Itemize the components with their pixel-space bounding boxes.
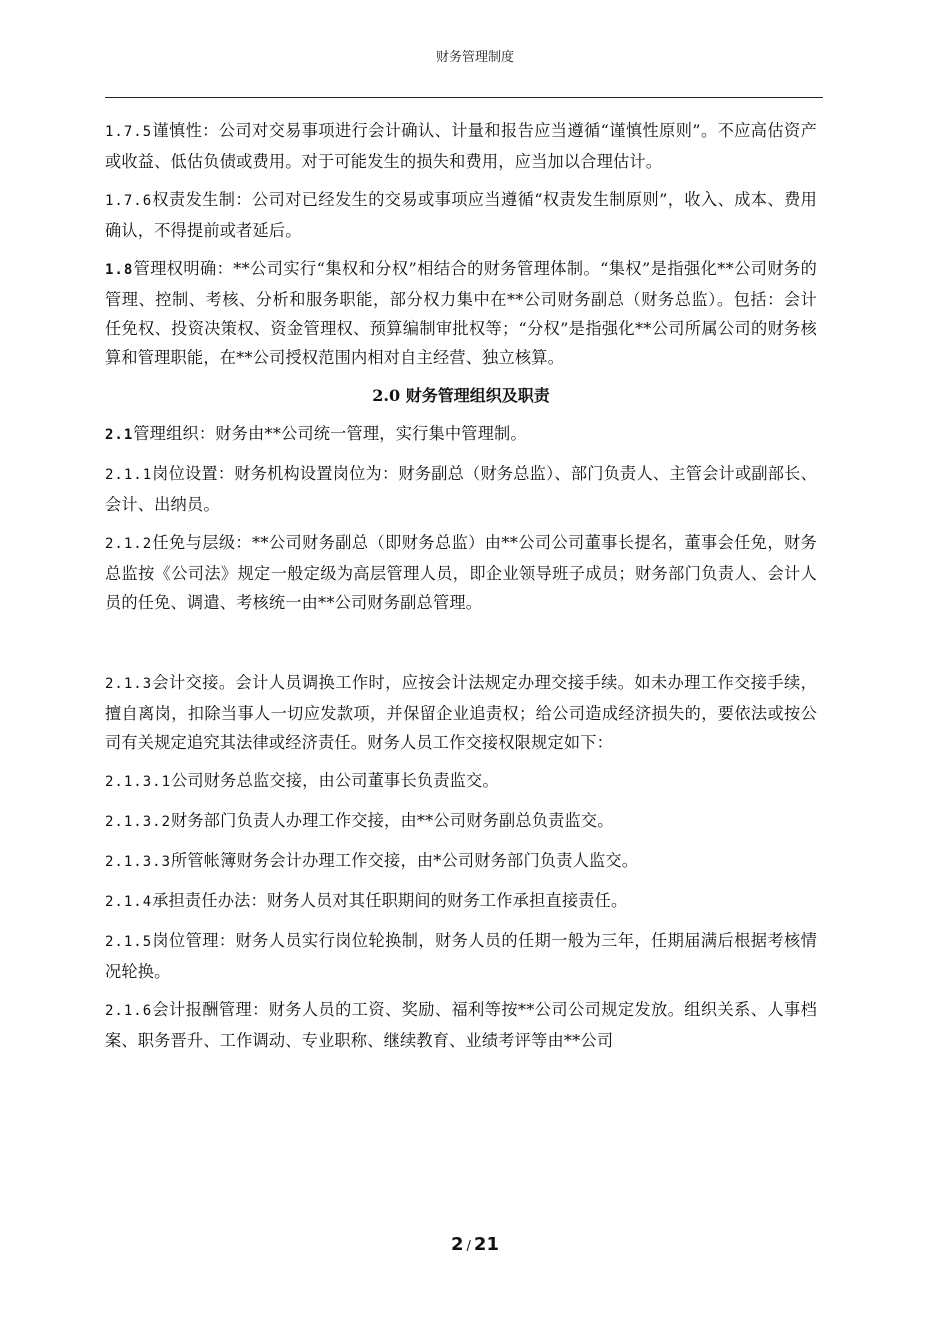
clause-text: 所管帐簿财务会计办理工作交接，由*公司财务部门负责人监交。 [171,851,639,870]
paragraph-2-1-1 [105,459,817,519]
clause-number: 2.1.3 [105,676,153,692]
paragraph-1-7-5 [105,116,817,176]
clause-text: 承担责任办法：财务人员对其任职期间的财务工作承担直接责任。 [152,891,628,910]
clause-number: 2.1.4 [105,894,153,910]
paragraph-2-1-5 [105,926,817,986]
clause-number: 1.7.6 [105,193,153,209]
clause-text: 岗位设置：财务机构设置岗位为：财务副总（财务总监）、部门负责人、主管会计或副部长、会计、出纳员。 [105,464,817,514]
clause-text: 财务部门负责人办理工作交接，由**公司财务副总负责监交。 [171,811,614,830]
paragraph-2-1-3-1 [105,766,817,797]
clause-number: 1.8 [105,262,134,278]
clause-text: 权责发生制：公司对已经发生的交易或事项应当遵循“权责发生制原则”，收入、成本、费用确认，不得提前或者延后。 [105,190,817,240]
clause-text: 岗位管理：财务人员实行岗位轮换制，财务人员的任期一般为三年，任期届满后根据考核情况轮换。 [105,931,817,981]
page-separator: / [466,1239,471,1254]
clause-text: 管理权明确：**公司实行“集权和分权”相结合的财务管理体制。“集权”是指强化**公司财务的管理、控制、考核、分析和服务职能，部分权力集中在**公司财务副总（财务总监）。包括：会计任免权、投资决策权、资金管理权、预算编制审批权等；“分权”是指强化**公司所属公司的财务核算和管理职能，在**公司授权范围内相对自主经营、独立核算。 [105,259,817,367]
clause-text: 公司财务总监交接，由公司董事长负责监交。 [171,771,499,790]
paragraph-2-1-3-2 [105,806,817,837]
clause-number: 2.1.3.1 [105,774,172,790]
paragraph-2-1-2 [105,528,817,617]
section-heading: 2.0 财务管理组织及职责 [372,386,550,405]
header-rule [105,97,823,98]
clause-text: 谨慎性：公司对交易事项进行会计确认、计量和报告应当遵循“谨慎性原则”。不应高估资产或收益、低估负债或费用。对于可能发生的损失和费用，应当加以合理估计。 [105,121,817,171]
paragraph-2-1-3 [105,668,817,757]
clause-number: 2.1.1 [105,467,153,483]
clause-text: 会计报酬管理：财务人员的工资、奖励、福利等按**公司公司规定发放。组织关系、人事档案、职务晋升、工作调动、专业职称、继续教育、业绩考评等由**公司 [105,1000,817,1050]
clause-number: 2.1 [105,427,134,443]
clause-number: 2.1.5 [105,934,153,950]
paragraph-1-7-6 [105,185,817,245]
paragraph-2-1-3-3 [105,846,817,877]
document-body [105,116,817,1064]
clause-text: 任免与层级：**公司财务副总（即财务总监）由**公司公司董事长提名，董事会任免，财务总监按《公司法》规定一般定级为高层管理人员，即企业领导班子成员；财务部门负责人、会计人员的任免、调遣、考核统一由**公司财务副总管理。 [105,533,817,612]
clause-number: 2.1.3.2 [105,814,172,830]
paragraph-1-8 [105,254,817,372]
blank-gap [105,626,817,668]
page-number: 2 [451,1234,464,1255]
paragraph-2-1-4 [105,886,817,917]
clause-number: 1.7.5 [105,124,153,140]
paragraph-2-1 [105,419,817,450]
clause-text: 会计交接。会计人员调换工作时，应按会计法规定办理交接手续。如未办理工作交接手续，擅自离岗，扣除当事人一切应发款项，并保留企业追责权；给公司造成经济损失的，要依法或按公司有关规定追究其法律或经济责任。财务人员工作交接权限规定如下： [105,673,817,752]
clause-number: 2.1.3.3 [105,854,172,870]
running-header: 财务管理制度 [435,50,514,65]
page-footer [0,1234,950,1255]
page-total: 21 [473,1234,499,1255]
clause-text: 管理组织：财务由**公司统一管理，实行集中管理制。 [133,424,527,443]
clause-number: 2.1.2 [105,536,153,552]
paragraph-2-1-6 [105,995,817,1055]
clause-number: 2.1.6 [105,1003,153,1019]
